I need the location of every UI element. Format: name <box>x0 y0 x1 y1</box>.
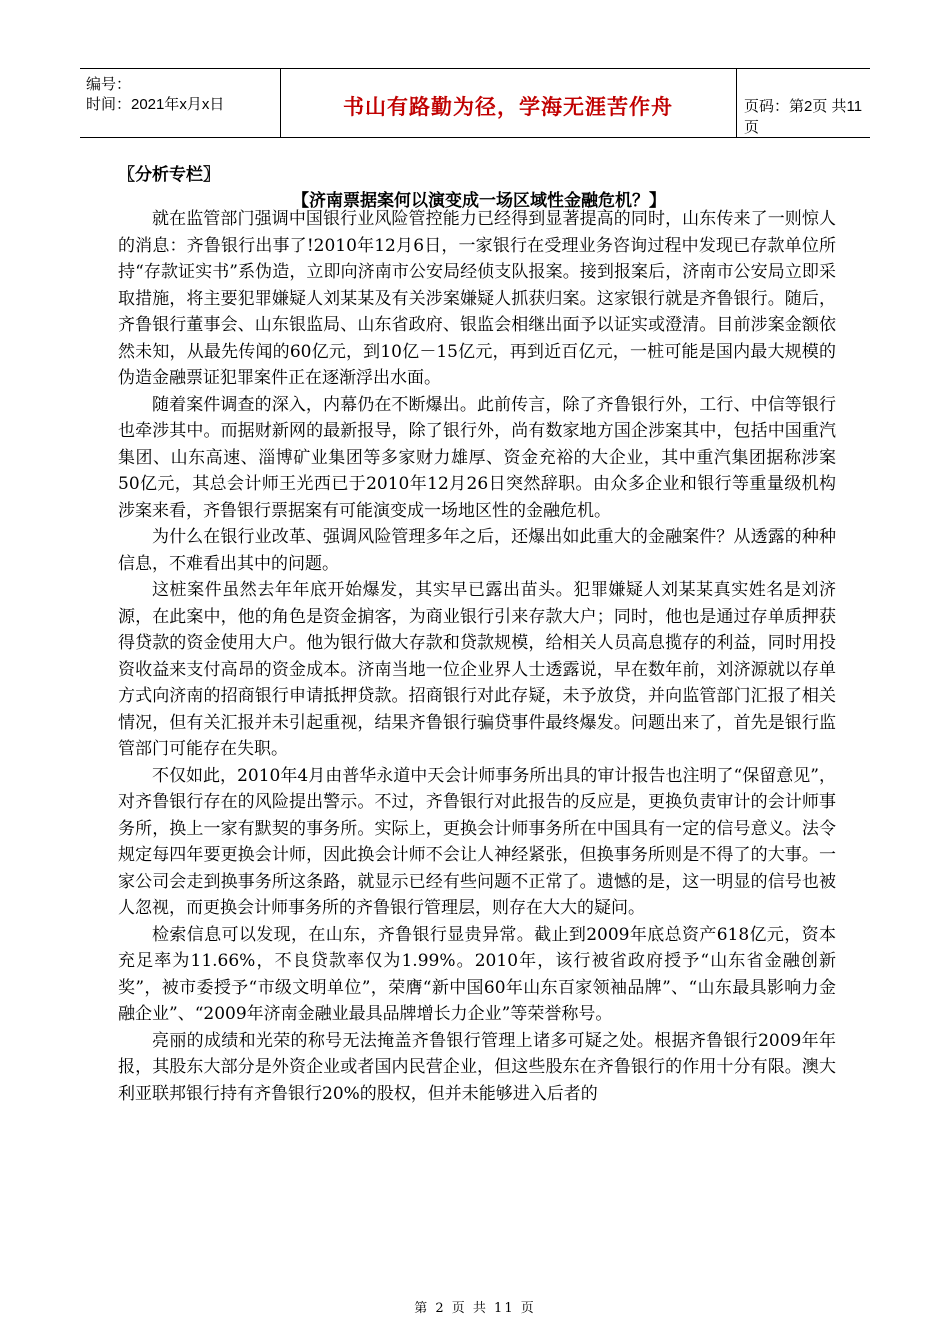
article-title: 【济南票据案何以演变成一场区域性金融危机？】 <box>292 191 666 211</box>
paragraph: 为什么在银行业改革、强调风险管理多年之后，还爆出如此重大的金融案件？从透露的种种信息，不难看出其中的问题。 <box>118 527 836 574</box>
header-page-number: 页码：第2页 共11页 <box>744 98 863 136</box>
article-body <box>118 206 836 1107</box>
paragraph: 就在监管部门强调中国银行业风险管控能力已经得到显著提高的同时，山东传来了一则惊人的消息：齐鲁银行出事了!2010年12月6日，一家银行在受理业务咨询过程中发现已存款单位所持“存款证实书”系伪造，立即向济南市公安局经侦支队报案。接到报案后，济南市公安局立即采取措施，将主要犯罪嫌疑人刘某某及有关涉案嫌疑人抓获归案。这家银行就是齐鲁银行。随后，齐鲁银行董事会、山东银监局、山东省政府、银监会相继出面予以证实或澄清。目前涉案金额依然未知，从最先传闻的60亿元，到10亿－15亿元，再到近百亿元，一桩可能是国内最大规模的伪造金融票证犯罪案件正在逐渐浮出水面。 <box>118 209 836 388</box>
header-page-cell <box>736 69 870 137</box>
header-motto-cell <box>280 69 737 137</box>
section-title: 〖分析专栏〗 <box>118 165 220 185</box>
page-header <box>80 68 870 138</box>
paragraph: 不仅如此，2010年4月由普华永道中天会计师事务所出具的审计报告也注明了“保留意见”，对齐鲁银行存在的风险提出警示。不过，齐鲁银行对此报告的反应是，更换负责审计的会计师事务所，换上一家有默契的事务所。实际上，更换会计师事务所在中国具有一定的信号意义。法令规定每四年要更换会计师，因此换会计师不会让人神经紧张，但换事务所则是不得了的大事。一家公司会走到换事务所这条路，就显示已经有些问题不正常了。遗憾的是，这一明显的信号也被人忽视，而更换会计师事务所的齐鲁银行管理层，则存在大大的疑问。 <box>118 765 836 918</box>
page-footer: 第 2 页 共 11 页 <box>414 1301 536 1316</box>
document-number-label: 编号： <box>86 76 132 93</box>
paragraph: 检索信息可以发现，在山东，齐鲁银行显贵异常。截止到2009年底总资产618亿元，资本充足率为11.66%，不良贷款率仅为1.99%。2010年，该行被省政府授予“山东省金融创新奖”，被市委授予“市级文明单位”，荣膺“新中国60年山东百家领袖品牌”、“山东最具影响力金融企业”、“2009年济南金融业最具品牌增长力企业”等荣誉称号。 <box>118 924 836 1024</box>
paragraph: 亮丽的成绩和光荣的称号无法掩盖齐鲁银行管理上诸多可疑之处。根据齐鲁银行2009年年报，其股东大部分是外资企业或者国内民营企业，但这些股东在齐鲁银行的作用十分有限。澳大利亚联邦银行持有齐鲁银行20%的股权，但并未能够进入后者的 <box>118 1030 836 1104</box>
paragraph: 这桩案件虽然去年年底开始爆发，其实早已露出苗头。犯罪嫌疑人刘某某真实姓名是刘济源，在此案中，他的角色是资金掮客，为商业银行引来存款大户；同时，他也是通过存单质押获得贷款的资金使用大户。他为银行做大存款和贷款规模，给相关人员高息揽存的利益，同时用投资收益来支付高昂的资金成本。济南当地一位企业界人士透露说，早在数年前，刘济源就以存单方式向济南的招商银行申请抵押贷款。招商银行对此存疑，未予放贷，并向监管部门汇报了相关情况，但有关汇报并未引起重视，结果齐鲁银行骗贷事件最终爆发。问题出来了，首先是银行监管部门可能存在失职。 <box>118 580 836 759</box>
header-motto: 书山有路勤为径，学海无涯苦作舟 <box>343 95 673 119</box>
paragraph: 随着案件调查的深入，内幕仍在不断爆出。此前传言，除了齐鲁银行外，工行、中信等银行也牵涉其中。而据财新网的最新报导，除了银行外，尚有数家地方国企涉案其中，包括中国重汽集团、山东高速、淄博矿业集团等多家财力雄厚、资金充裕的大企业，其中重汽集团据称涉案50亿元，其总会计师王光西已于2010年12月26日突然辞职。由众多企业和银行等重量级机构涉案来看，齐鲁银行票据案有可能演变成一场地区性的金融危机。 <box>118 394 836 521</box>
header-info-cell <box>80 69 281 137</box>
document-date-label: 时间：2021年x月x日 <box>86 96 225 113</box>
